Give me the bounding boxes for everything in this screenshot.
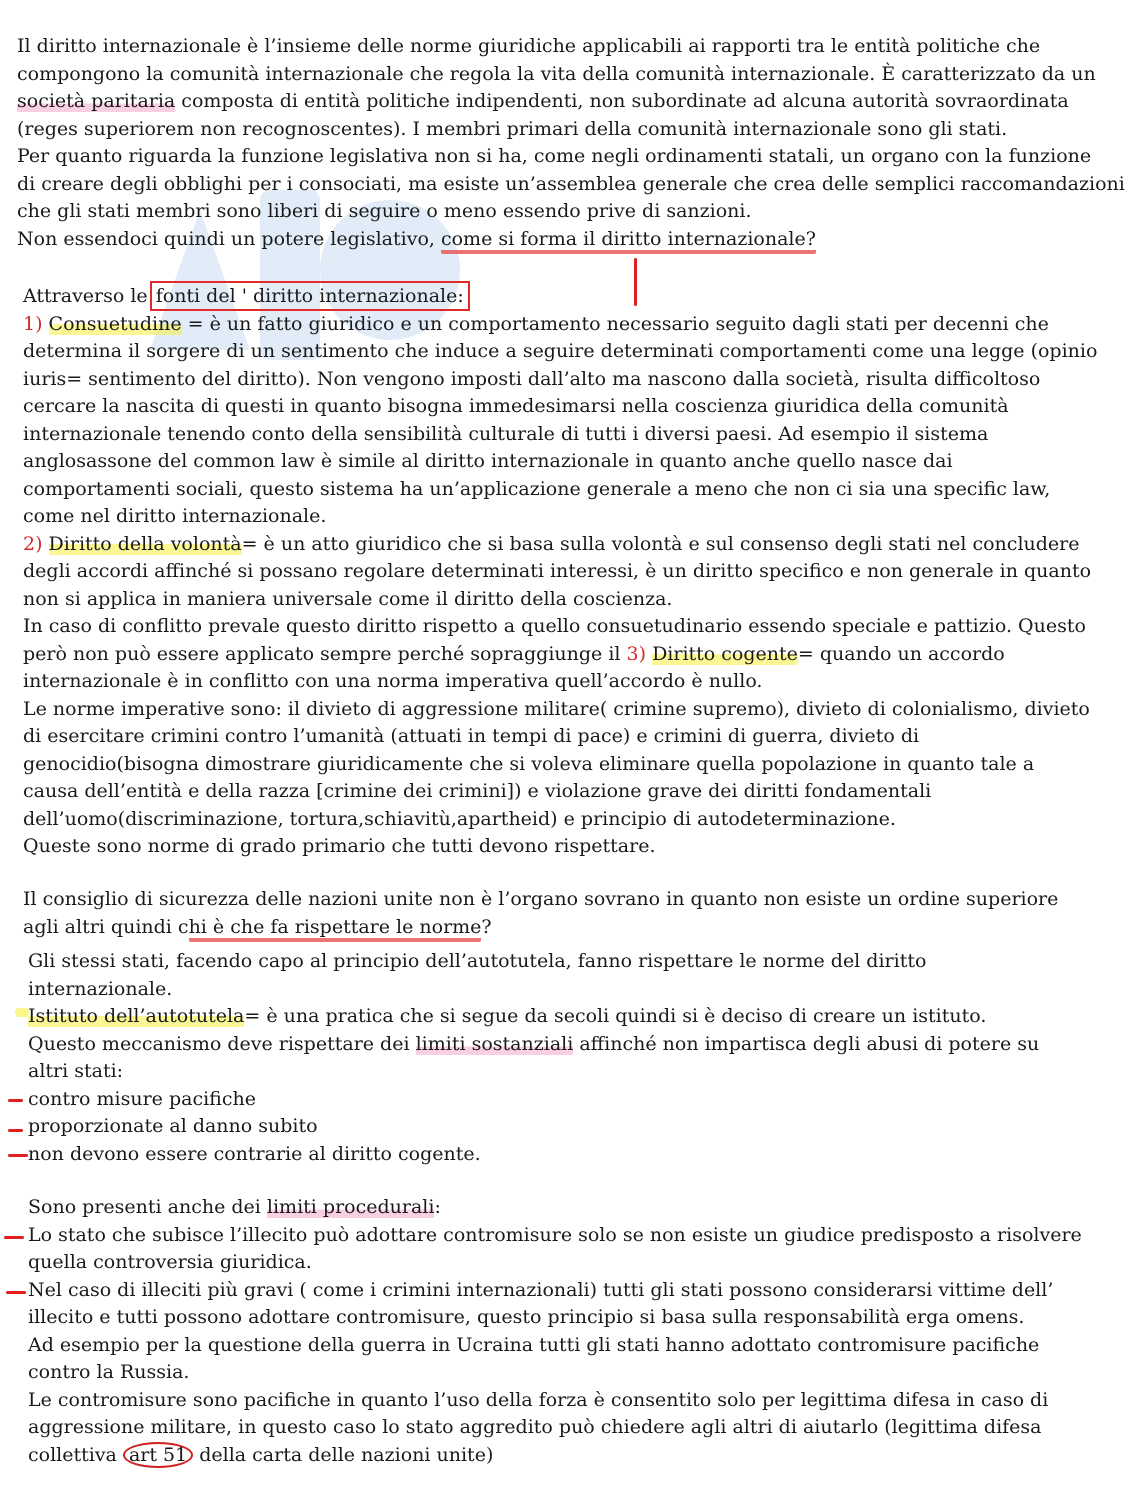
text-run: Sono presenti anche dei (28, 1196, 267, 1218)
text-run: (reges superiorem non recognoscentes). I membri primari della comunità internazionale sono gli stati. (17, 117, 1008, 140)
text-line (28, 976, 1039, 1004)
text-line (23, 723, 1097, 751)
text-line (28, 1086, 1039, 1114)
text-run: Questo meccanismo deve rispettare dei (28, 1032, 416, 1055)
text-line (17, 198, 1125, 226)
text-line (23, 586, 1097, 614)
text-run: comportamenti sociali, questo sistema ha un’applicazione generale a meno che non ci sia una specific law, (23, 477, 1051, 500)
text-line (28, 1359, 1082, 1387)
text-line (28, 1442, 1082, 1470)
text-line (23, 311, 1097, 339)
text-run: ? (481, 915, 492, 938)
procedurali-paragraph (28, 1194, 1082, 1469)
intro-paragraph (17, 33, 1125, 253)
text-line (23, 476, 1097, 504)
text-line (17, 226, 1125, 254)
text-run: composta di entità politiche indipendenti, non subordinate ad alcuna autorità sovraordinata (175, 90, 1069, 112)
text-line (23, 668, 1097, 696)
yellow-marker-stroke (15, 1008, 29, 1017)
text-run: degli accordi affinché si possano regolare determinati interessi, è un diritto specifico e non generale in quanto (23, 560, 1092, 582)
annotated-text: limiti sostanziali (415, 1032, 574, 1055)
annotated-text: limiti procedurali (266, 1196, 435, 1218)
text-run: Il diritto internazionale è l’insieme delle norme giuridiche applicabili ai rapporti tra le entità politiche che (17, 35, 1041, 57)
text-line (17, 143, 1125, 171)
text-line (28, 1304, 1082, 1332)
annotated-text: 2) (23, 532, 49, 555)
text-line (23, 833, 1097, 861)
text-line (23, 283, 1097, 311)
text-line (28, 1141, 1039, 1169)
text-run: agli altri quindi c (23, 915, 189, 938)
annotated-text: fonti del ' diritto internazionale: (155, 285, 464, 307)
annotated-text: Diritto cogente (652, 642, 798, 665)
text-line (23, 366, 1097, 394)
text-line (23, 448, 1097, 476)
text-run: Ad esempio per la questione della guerra in Ucraina tutti gli stati hanno adottato contromisure pacifiche (28, 1333, 1040, 1356)
text-run: contro la Russia. (28, 1361, 190, 1383)
text-line (23, 531, 1097, 559)
text-run: Il consiglio di sicurezza delle nazioni unite non è l’organo sovrano in quanto non esiste un ordine superiore (23, 888, 1059, 910)
text-run: altri stati: (28, 1060, 124, 1082)
text-line (28, 948, 1039, 976)
text-line (17, 88, 1125, 116)
text-run: Le norme imperative sono: il divieto di aggressione militare( crimine supremo), divieto di colonialismo, divieto (23, 697, 1090, 720)
fonti-paragraph (23, 283, 1097, 861)
text-run: contro misure pacifiche (28, 1087, 256, 1110)
text-line (28, 1249, 1082, 1277)
annotated-text: Diritto della volontà (48, 532, 242, 555)
autotutela-paragraph (28, 948, 1039, 1168)
text-line (28, 1277, 1082, 1305)
text-line (28, 1414, 1082, 1442)
text-run: proporzionate al danno subito (28, 1115, 318, 1137)
text-line (23, 558, 1097, 586)
text-run: Lo stato che subisce l’illecito può adottare contromisure solo se non esiste un giudice predisposto a risolvere (28, 1223, 1082, 1246)
text-line (23, 886, 1058, 914)
text-run: collettiva (28, 1443, 123, 1466)
text-run: determina il sorgere di un sentimento che induce a seguire determinati comportamenti come una legge (opinio (23, 340, 1098, 362)
text-run: In caso di conflitto prevale questo diritto rispetto a quello consuetudinario essendo speciale e pattizio. Questo (23, 615, 1086, 637)
text-run: affinché non impartisca degli abusi di potere su (573, 1032, 1040, 1055)
text-run: iuris= sentimento del diritto). Non vengono imposti dall’alto ma nascono dalla società, risulta difficoltoso (23, 367, 1041, 390)
annotated-text: hi è che fa rispettare le norme (189, 916, 482, 942)
bullet-dash-icon (8, 1129, 23, 1132)
text-run: aggressione militare, in questo caso lo stato aggredito può chiedere agli altri di aiutarlo (legittima difesa (28, 1416, 1042, 1438)
text-run: però non può essere applicato sempre perché sopraggiunge il (23, 642, 627, 665)
text-run: causa dell’entità e della razza [crimine dei crimini]) e violazione grave dei diritti fondamentali (23, 780, 932, 802)
text-line (28, 1003, 1039, 1031)
text-run: internazionale. (28, 977, 173, 1000)
text-run: non si applica in maniera universale come il diritto della coscienza. (23, 587, 673, 610)
annotated-text: art 51 (123, 1442, 193, 1468)
text-line (28, 1194, 1082, 1222)
text-run: dell’uomo(discriminazione, tortura,schiavitù,apartheid) e principio di autodeterminazione. (23, 807, 896, 830)
text-run: come nel diritto internazionale. (23, 505, 327, 527)
annotated-text: 1) (23, 312, 49, 335)
text-line (17, 116, 1125, 144)
annotated-text: 3) (626, 642, 653, 665)
text-run: non devono essere contrarie al diritto cogente. (28, 1142, 481, 1165)
text-run: Gli stessi stati, facendo capo al principio dell’autotutela, fanno rispettare le norme del diritto (28, 950, 927, 972)
text-run: = quando un accordo (797, 642, 1005, 665)
text-run: compongono la comunità internazionale che regola la vita della comunità internazionale. È caratterizzato da un (17, 62, 1096, 85)
text-run: internazionale tenendo conto della sensibilità culturale di tutti i diversi paesi. Ad esempio il sistema (23, 422, 989, 445)
text-line (23, 778, 1097, 806)
text-line (23, 696, 1097, 724)
text-run: Per quanto riguarda la funzione legislativa non si ha, come negli ordinamenti statali, un organo con la funzione (17, 145, 1092, 167)
text-line (28, 1113, 1039, 1141)
text-line (23, 641, 1097, 669)
annotated-text: società paritaria (17, 90, 176, 112)
bullet-dash-icon (4, 1236, 24, 1239)
text-run: Queste sono norme di grado primario che tutti devono rispettare. (23, 835, 656, 857)
text-run: Nel caso di illeciti più gravi ( come i crimini internazionali) tutti gli stati possono considerarsi vittime dell’ (28, 1278, 1054, 1301)
text-run: cercare la nascita di questi in quanto bisogna immedesimarsi nella coscienza giuridica della comunità (23, 395, 1009, 417)
text-line (23, 393, 1097, 421)
text-run: quella controversia giuridica. (28, 1251, 312, 1273)
text-run: di esercitare crimini contro l’umanità (attuati in tempi di pace) e crimini di guerra, divieto di (23, 725, 920, 747)
bullet-dash-icon (8, 1099, 23, 1102)
text-run: Le contromisure sono pacifiche in quanto l’uso della forza è consentito solo per legittima difesa in caso di (28, 1388, 1049, 1411)
text-line (28, 1387, 1082, 1415)
text-line (17, 33, 1125, 61)
text-run: anglosassone del common law è simile al diritto internazionale in quanto anche quello nasce dai (23, 450, 953, 472)
text-line (28, 1058, 1039, 1086)
text-run: genocidio(bisogna dimostrare giuridicamente che si voleva eliminare quella popolazione in quanto tale a (23, 752, 1035, 775)
bullet-dash-icon (6, 1291, 26, 1294)
text-line (28, 1332, 1082, 1360)
text-line (28, 1222, 1082, 1250)
text-run: Attraverso le (23, 285, 154, 307)
text-line (23, 421, 1097, 449)
text-line (17, 171, 1125, 199)
text-run: internazionale è in conflitto con una norma imperativa quell’accordo è nullo. (23, 670, 763, 692)
text-line (23, 338, 1097, 366)
text-line (17, 61, 1125, 89)
text-line (28, 1031, 1039, 1059)
text-line (23, 806, 1097, 834)
text-run: = è una pratica che si segue da secoli quindi si è deciso di creare un istituto. (244, 1005, 987, 1027)
text-run: di creare degli obblighi per i consociati, ma esiste un’assemblea generale che crea delle semplici raccomandazioni (17, 172, 1125, 195)
text-run: Non essendoci quindi un potere legislativo, (17, 227, 441, 250)
text-run: che gli stati membri sono liberi di seguire o meno essendo prive di sanzioni. (17, 200, 752, 222)
text-line (23, 914, 1058, 942)
text-run: della carta delle nazioni unite) (193, 1443, 494, 1466)
annotated-text: Consuetudine (48, 312, 182, 335)
text-run: : (434, 1196, 441, 1218)
consiglio-paragraph (23, 886, 1058, 941)
text-run: = è un fatto giuridico e un comportamento necessario seguito dagli stati per decenni che (181, 312, 1049, 335)
bullet-dash-icon (8, 1154, 28, 1157)
text-line (23, 751, 1097, 779)
text-line (23, 503, 1097, 531)
annotated-text: come si forma il diritto internazionale? (441, 228, 816, 254)
annotated-text: Istituto dell’autotutela (28, 1005, 245, 1027)
text-run: illecito e tutti possono adottare contromisure, questo principio si basa sulla responsabilità erga omens. (28, 1306, 1025, 1328)
text-line (23, 613, 1097, 641)
text-run: = è un atto giuridico che si basa sulla volontà e sul consenso degli stati nel concludere (241, 532, 1080, 555)
